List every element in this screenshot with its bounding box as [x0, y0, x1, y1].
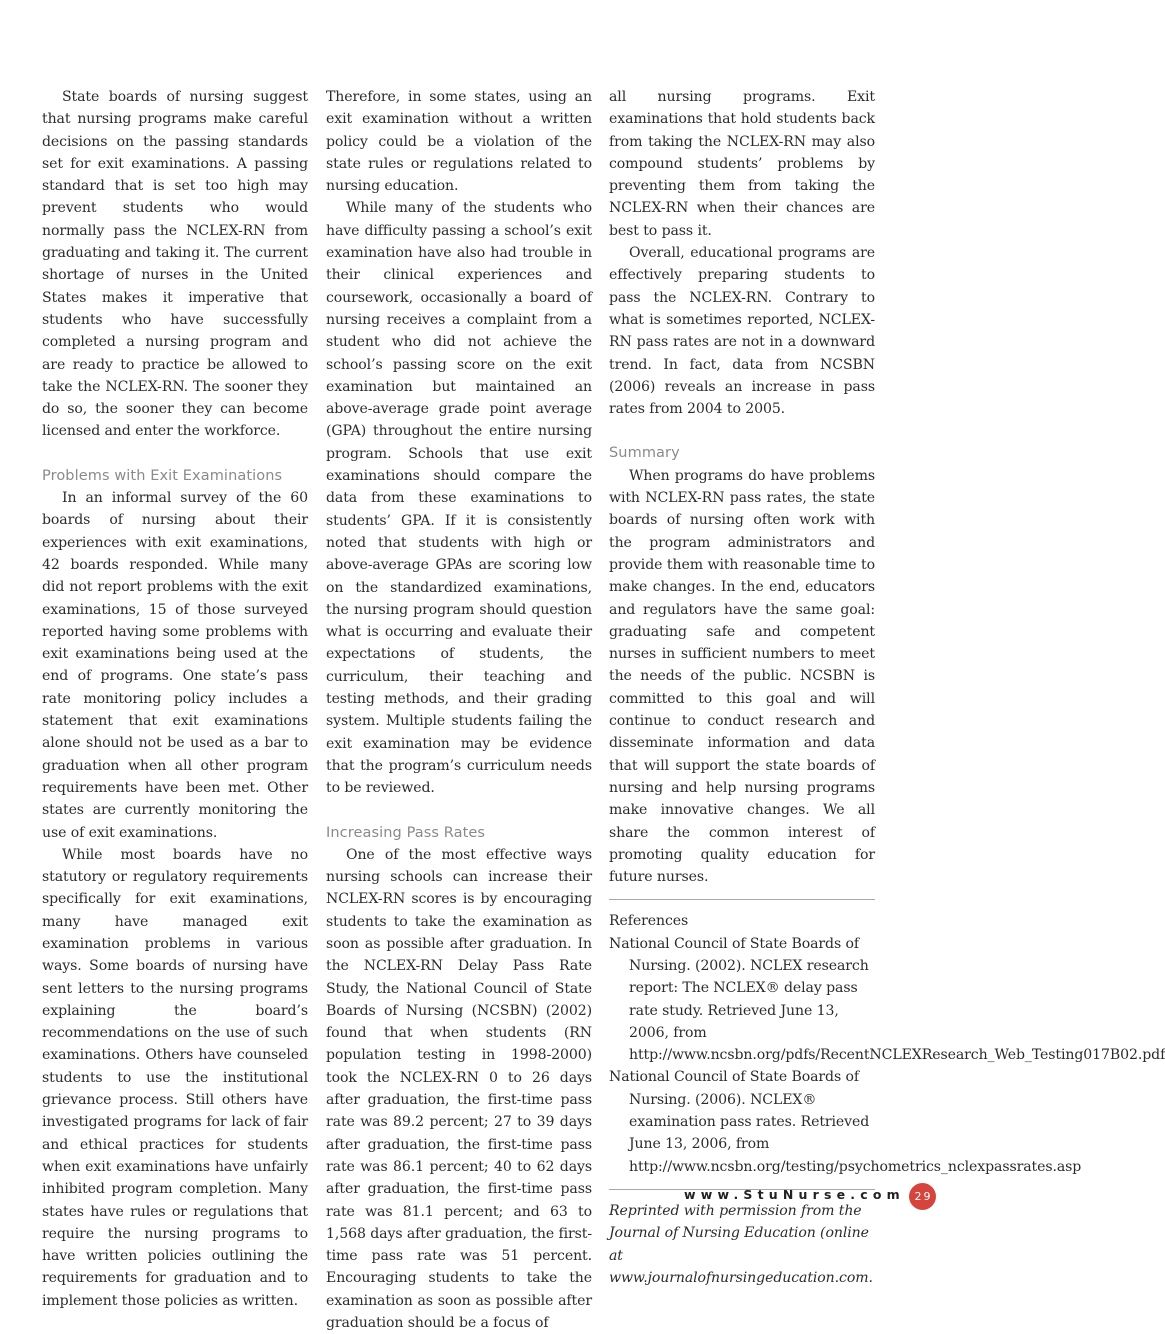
- paragraph: In an informal survey of the 60 boards of nursing about their experiences with exit examinations, 42 boards responded. While many did not report problems with the exit examinations, 15 of those surveyed reported having some problems with exit examinations being used at the end of programs. One state’s pass rate monitoring policy includes a statement that exit examinations alone should not be used as a bar to graduation when all other program requirements have been met. Other states are currently monitoring the use of exit examinations.: [42, 490, 308, 841]
- paragraph: When programs do have problems with NCLEX-RN pass rates, the state boards of nursing often work with the program administrators and provide them with reasonable time to make changes. In the end, educators and regulators have the same goal: graduating safe and competent nurses in sufficient numbers to meet the needs of the public. NCSBN is committed to this goal and will continue to conduct research and disseminate information and data that will support the state boards of nursing and help nursing programs make innovative changes. We all share the common interest of promoting quality education for future nurses.: [609, 467, 875, 886]
- paragraph: Overall, educational programs are effectively preparing students to pass the NCLEX-RN. Contrary to what is sometimes reported, NCLEX-RN pass rates are not in a downward trend. In fact, data from NCSBN (2006) reveals an increase in pass rates from 2004 to 2005.: [609, 245, 875, 418]
- paragraph: all nursing programs. Exit examinations that hold students back from taking the NCLEX-RN may also compound students’ problems by preventing them from taking the NCLEX-RN when their chances are best to pass it.: [609, 89, 875, 239]
- paragraph: One of the most effective ways nursing schools can increase their NCLEX-RN scores is by encouraging students to take the examination as soon as possible after graduation. In the NCLEX-RN Delay Pass Rate Study, the National Council of State Boards of Nursing (NCSBN) (2002) found that when students (RN population testing in 1998-2000) took the NCLEX-RN 0 to 26 days after graduation, the first-time pass rate was 89.2 percent; 27 to 39 days after graduation, the first-time pass rate was 86.1 percent; 40 to 62 days after graduation, the first-time pass rate was 81.1 percent; and 63 to 1,568 days after graduation, the first-time pass rate was 51 percent. Encouraging students to take the examination as soon as possible after graduation should be a focus of: [326, 846, 592, 1332]
- paragraph: State boards of nursing suggest that nursing programs make careful decisions on the passing standards set for exit examinations. A passing standard that is set too high may prevent students who would normally pass the NCLEX-RN from graduating and taking it. The current shortage of nurses in the United States makes it imperative that students who have successfully completed a nursing program and are ready to practice be allowed to take the NCLEX-RN. The sooner they do so, the sooner they can become licensed and enter the workforce.: [42, 89, 308, 440]
- page-number-badge: 29: [909, 1183, 936, 1210]
- paragraph: While many of the students who have difficulty passing a school’s exit examination have also had trouble in their clinical experiences and coursework, occasionally a board of nursing receives a complaint from a student who did not achieve the school’s passing score on the exit examination but maintained an above-average grade point average (GPA) throughout the entire nursing program. Schools that use exit examinations should compare the data from these examinations to students’ GPA. If it is consistently noted that students with high or above-average GPAs are scoring low on the standardized examinations, the nursing program should question what is occurring and evaluate their expectations of students, the curriculum, their teaching and testing methods, and their grading system. Multiple students failing the exit examination may be evidence that the program’s curriculum needs to be reviewed.: [326, 200, 592, 797]
- reprint-credit: Reprinted with permission from the Journal of Nursing Education (online at www.journalofnursingeducation.com.: [609, 1202, 873, 1286]
- section-heading-summary: Summary: [609, 445, 680, 462]
- column-middle: [326, 86, 592, 1334]
- section-heading-exit-examinations: Problems with Exit Examinations: [42, 467, 283, 484]
- paragraph: While most boards have no statutory or regulatory requirements specifically for exit examinations, many have managed exit examination problems in various ways. Some boards of nursing have sent letters to the nursing programs explaining the board’s recommendations on the use of such examinations. Others have counseled students to use the institutional grievance process. Still others have investigated programs for lack of fair and ethical practices for students when exit examinations have unfairly inhibited program completion. Many states have rules or regulations that require the nursing programs to have written policies outlining the requirements for graduation and to implement those policies as written.: [42, 846, 308, 1309]
- column-left: [42, 86, 308, 1312]
- reference-item: National Council of State Boards of Nursing. (2002). NCLEX research report: The NCLEX® delay pass rate study. Retrieved June 13, 2006, from http://www.ncsbn.org/pdfs/RecentNCLEXResearch_Web_Testing017B02.pdf: [609, 935, 1165, 1064]
- section-heading-increasing-pass-rates: Increasing Pass Rates: [326, 824, 486, 841]
- references-title: References: [609, 913, 689, 930]
- divider: [609, 899, 875, 900]
- footer-website: www.StuNurse.com: [684, 1187, 905, 1202]
- reference-item: National Council of State Boards of Nursing. (2006). NCLEX® examination pass rates. Retrieved June 13, 2006, from http://www.ncsbn.org/testing/psychometrics_nclexpassrates.asp: [609, 1069, 1082, 1175]
- paragraph: Therefore, in some states, using an exit examination without a written policy could be a violation of the state rules or regulations related to nursing education.: [326, 89, 592, 195]
